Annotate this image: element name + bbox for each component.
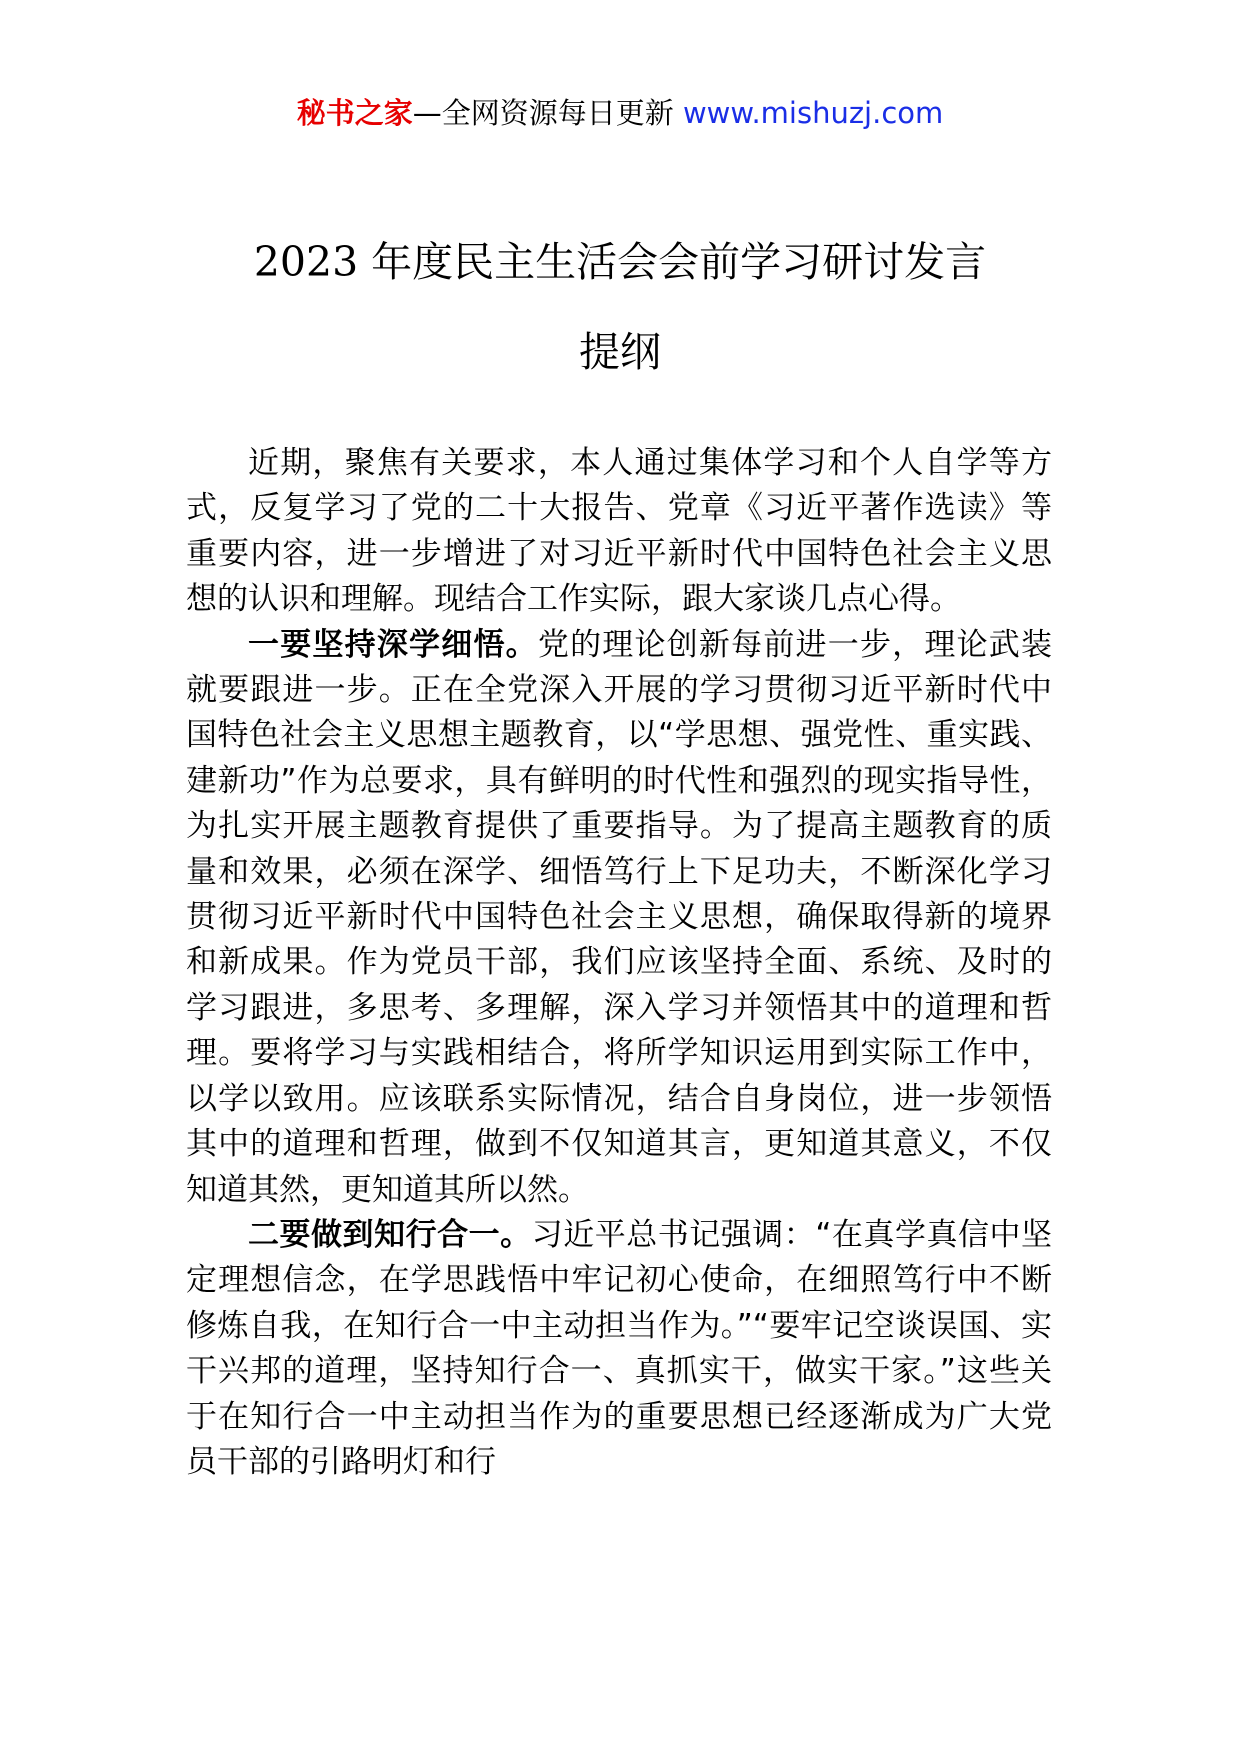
site-brand: 秘书之家 [296, 96, 413, 130]
paragraph-text: 近期，聚焦有关要求，本人通过集体学习和个人自学等方式，反复学习了党的二十大报告、党章《习近平著作选读》等重要内容，进一步增进了对习近平新时代中国特色社会主义思想的认识和理解。现结合工作实际，跟大家谈几点心得。 [186, 445, 1052, 618]
paragraph-lead: 二要做到知行合一。 [248, 1216, 532, 1253]
document-title-continued: 提纲 [579, 328, 661, 376]
site-url-link[interactable]: www.mishuzj.com [682, 96, 944, 130]
site-tagline: —全网资源每日更新 [412, 96, 683, 130]
paragraph-intro [186, 441, 1052, 623]
document-title: 2023 年度民主生活会会前学习研讨发言 [253, 238, 987, 286]
paragraph-point-two [186, 1213, 1052, 1485]
paragraph-point-one [186, 623, 1052, 1213]
site-banner [0, 93, 1240, 133]
document-body [186, 441, 1052, 1485]
paragraph-text: 习近平总书记强调：“在真学真信中坚定理想信念，在学思践悟中牢记初心使命，在细照笃行中不断修炼自我，在知行合一中主动担当作为。”“要牢记空谈误国、实干兴邦的道理，坚持知行合一、真抓实干，做实干家。”这些关于在知行合一中主动担当作为的重要思想已经逐渐成为广大党员干部的引路明灯和行 [186, 1216, 1053, 1480]
paragraph-lead: 一要坚持深学细悟。 [248, 626, 538, 663]
paragraph-text: 党的理论创新每前进一步，理论武装就要跟进一步。正在全党深入开展的学习贯彻习近平新时代中国特色社会主义思想主题教育，以“学思想、强党性、重实践、建新功”作为总要求，具有鲜明的时代性和强烈的现实指导性，为扎实开展主题教育提供了重要指导。为了提高主题教育的质量和效果，必须在深学、细悟笃行上下足功夫，不断深化学习贯彻习近平新时代中国特色社会主义思想，确保取得新的境界和新成果。作为党员干部，我们应该坚持全面、系统、及时的学习跟进，多思考、多理解，深入学习并领悟其中的道理和哲理。要将学习与实践相结合，将所学知识运用到实际工作中，以学以致用。应该联系实际情况，结合自身岗位，进一步领悟其中的道理和哲理，做到不仅知道其言，更知道其意义，不仅知道其然，更知道其所以然。 [186, 626, 1052, 1208]
